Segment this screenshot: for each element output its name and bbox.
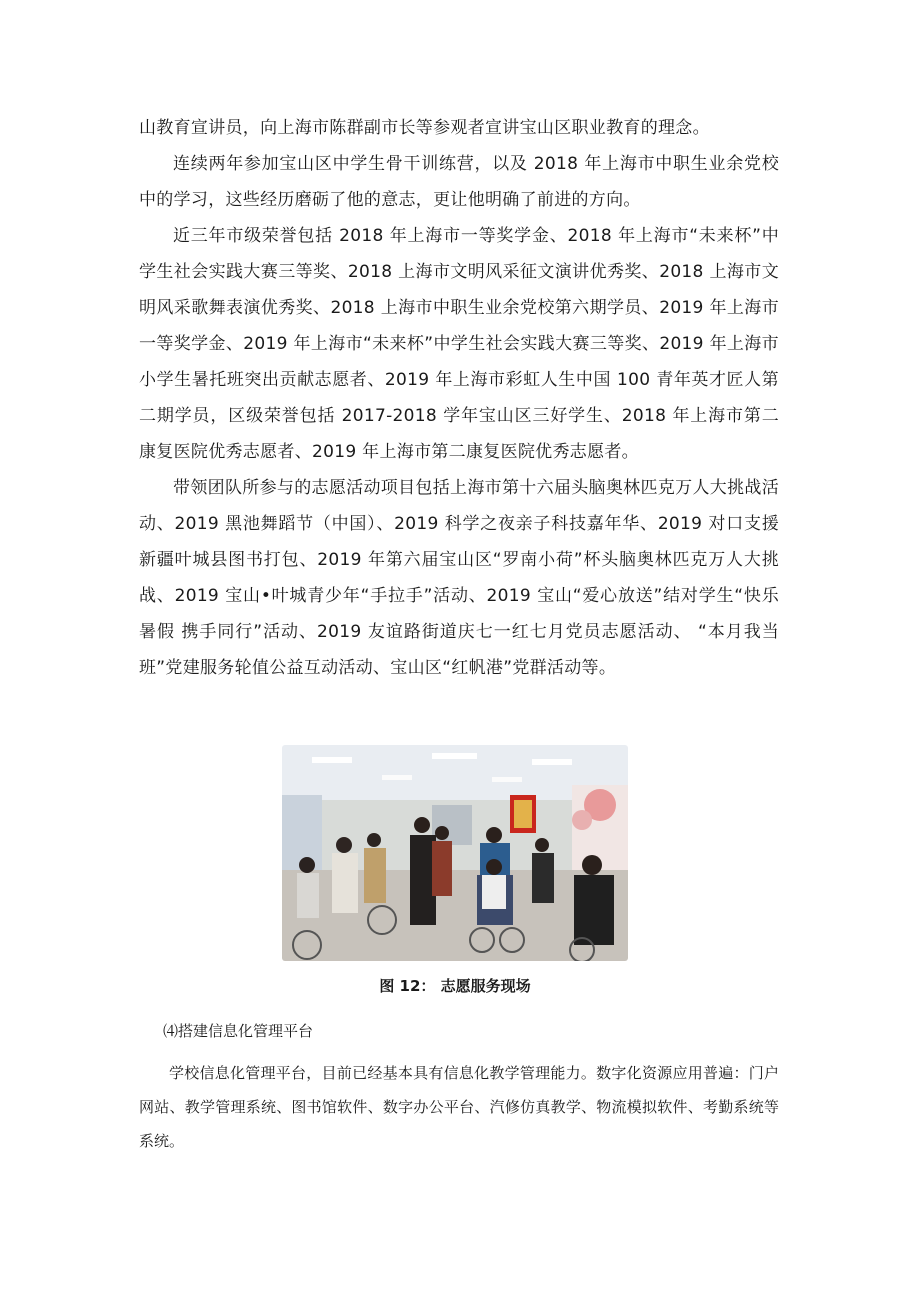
paragraph-3: 近三年市级荣誉包括 2018 年上海市一等奖学金、2018 年上海市“未来杯”中学生社会实践大赛三等奖、2018 上海市文明风采征文演讲优秀奖、2018 上海市文明风采歌舞表演优秀奖、2018 上海市中职生业余党校第六期学员、2019 年上海市一等奖学金、2019 年上海市“未来杯”中学生社会实践大赛三等奖、2019 年上海市小学生暑托班突出贡献志愿者、2019 年上海市彩虹人生中国 100 青年英才匠人第二期学员，区级荣誉包括 2017-2018 学年宝山区三好学生、2018 年上海市第二康复医院优秀志愿者、2019 年上海市第二康复医院优秀志愿者。 — [139, 226, 779, 462]
figure-caption: 图 12： 志愿服务现场 — [379, 977, 531, 995]
section-paragraph: 学校信息化管理平台，目前已经基本具有信息化教学管理能力。数字化资源应用普遍：门户网站、教学管理系统、图书馆软件、数字办公平台、汽修仿真教学、物流模拟软件、考勤系统等系统。 — [139, 1064, 779, 1150]
paragraph-4: 带领团队所参与的志愿活动项目包括上海市第十六届头脑奥林匹克万人大挑战活动、2019 黑池舞蹈节（中国）、2019 科学之夜亲子科技嘉年华、2019 对口支援新疆叶城县图书打包、2019 年第六届宝山区“罗南小荷”杯头脑奥林匹克万人大挑战、2019 宝山•叶城青少年“手拉手”活动、2019 宝山“爱心放送”结对学生“快乐暑假 携手同行”活动、2019 友谊路街道庆七一红七月党员志愿活动、 “本月我当班”党建服务轮值公益互动活动、宝山区“红帆港”党群活动等。 — [139, 478, 779, 678]
paragraph-1: 山教育宣讲员，向上海市陈群副市长等参观者宣讲宝山区职业教育的理念。 — [139, 118, 710, 138]
section-heading: ⑷搭建信息化管理平台 — [163, 1022, 314, 1040]
paragraph-2: 连续两年参加宝山区中学生骨干训练营，以及 2018 年上海市中职生业余党校中的学习，这些经历磨砺了他的意志，更让他明确了前进的方向。 — [139, 154, 779, 210]
volunteer-photo — [282, 745, 628, 961]
